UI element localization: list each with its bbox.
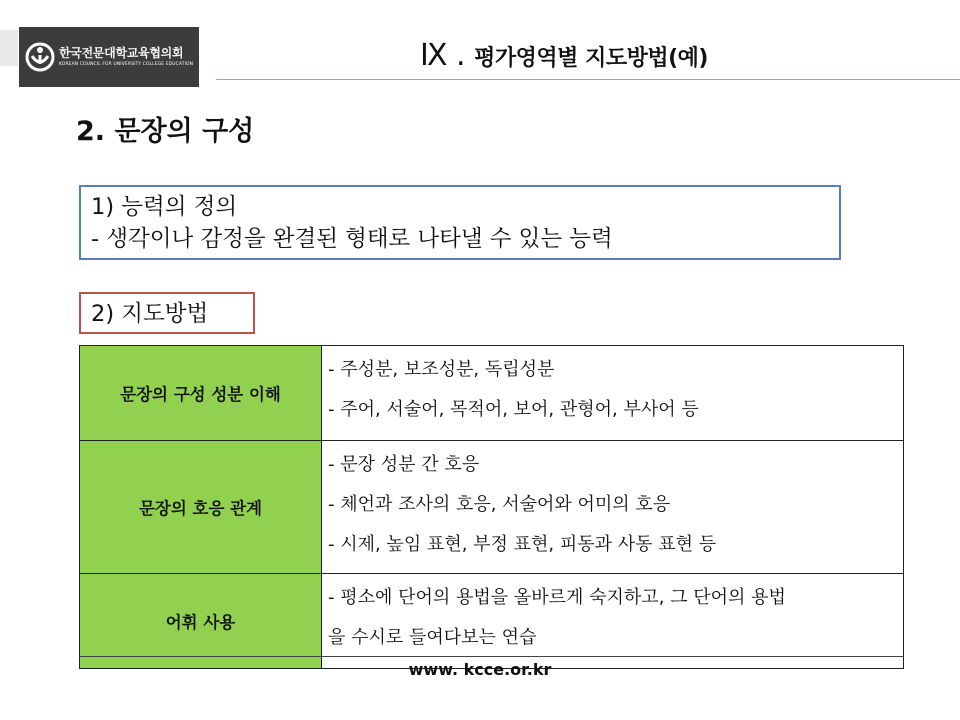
list-item: 을 수시로 들여다보는 연습 [328,627,537,648]
footer-divider [79,656,904,657]
list-item: - 체언과 조사의 호응, 서술어와 어미의 호응 [328,494,671,515]
chapter-number: Ⅸ . [420,38,466,73]
logo-english-name: KOREAN COUNCIL FOR UNIVERSITY COLLEGE EDUCATION [59,62,194,67]
list-item: - 문장 성분 간 호응 [328,454,480,475]
footer-url: www. kcce.or.kr [408,660,552,679]
items-cell [322,346,904,441]
logo-korean-name: 한국전문대학교육협의회 [59,46,184,60]
list-item: - 시제, 높임 표현, 부정 표현, 피동과 사동 표현 등 [328,534,717,555]
definition-heading: 1) 능력의 정의 [91,194,238,220]
items-cell [322,574,904,669]
category-cell: 어휘 사용 [80,574,322,669]
list-item: - 평소에 단어의 용법을 올바르게 숙지하고, 그 단어의 용법 [328,587,786,608]
definition-box [79,185,841,260]
header-divider [216,79,960,80]
section-title: 2. 문장의 구성 [76,116,255,147]
category-cell: 문장의 호응 관계 [80,441,322,574]
logo [19,27,199,87]
table-row [80,346,904,441]
method-heading-box: 2) 지도방법 [79,292,255,334]
table-row [80,574,904,669]
method-table [79,345,904,669]
page-title [420,36,708,79]
category-cell: 문장의 구성 성분 이해 [80,346,322,441]
list-item: - 주어, 서술어, 목적어, 보어, 관형어, 부사어 등 [328,399,699,420]
list-item: - 주성분, 보조성분, 독립성분 [328,359,555,380]
items-cell [322,441,904,574]
council-emblem-icon [25,42,55,72]
chapter-title: 평가영역별 지도방법(예) [474,46,708,71]
table-row [80,441,904,574]
definition-text: - 생각이나 감정을 완결된 형태로 나타낼 수 있는 능력 [91,226,613,252]
left-edge-strip [0,30,18,66]
